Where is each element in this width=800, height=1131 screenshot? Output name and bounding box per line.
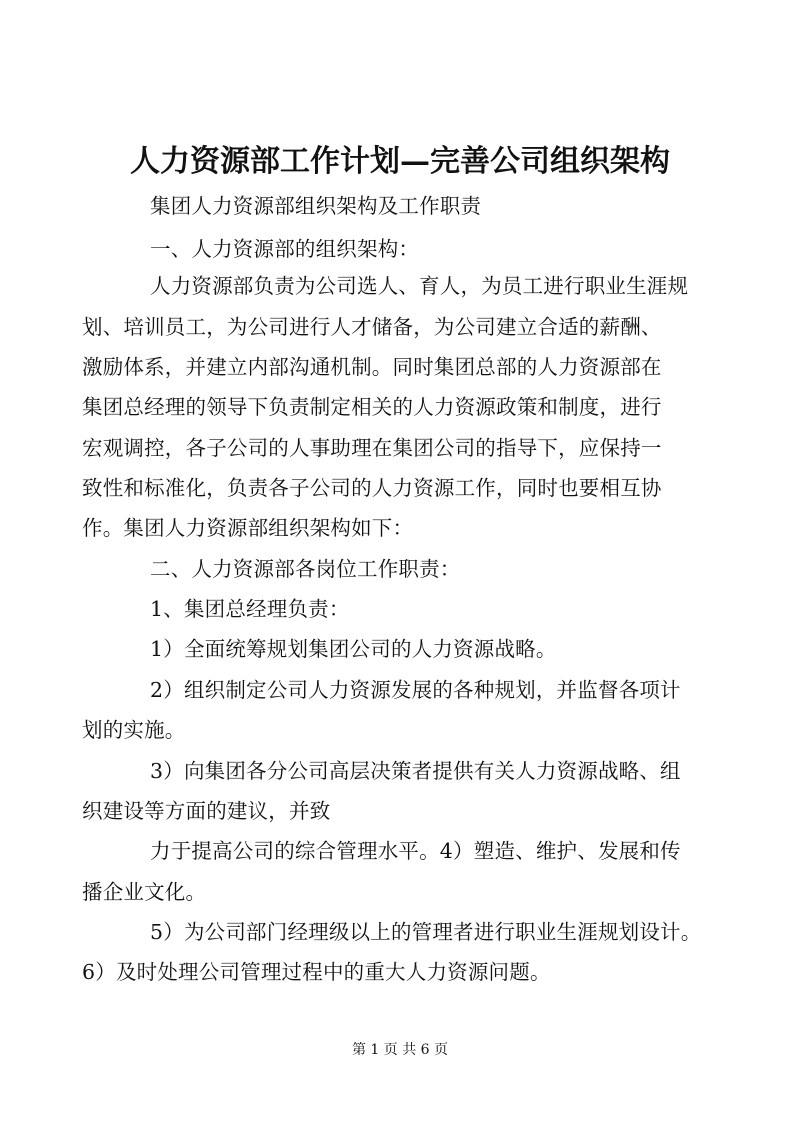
- paragraph-line: 1、集团总经理负责：: [150, 597, 350, 621]
- paragraph-line: 人力资源部负责为公司选人、育人，为员工进行职业生涯规: [150, 274, 689, 298]
- paragraph-line: 织建设等方面的建议，并致: [82, 799, 331, 823]
- paragraph-line: 划的实施。: [82, 718, 186, 742]
- document-title: 人力资源部工作计划—完善公司组织架构: [130, 144, 670, 179]
- paragraph-line: 力于提高公司的综合管理水平。4）塑造、维护、发展和传: [150, 839, 681, 863]
- paragraph-line: 集团人力资源部组织架构及工作职责: [150, 194, 482, 218]
- paragraph-line: 宏观调控，各子公司的人事助理在集团公司的指导下，应保持一: [82, 436, 662, 460]
- paragraph-line: 5）为公司部门经理级以上的管理者进行职业生涯规划设计。: [150, 920, 702, 944]
- paragraph-line: 划、培训员工，为公司进行人才储备，为公司建立合适的薪酬、: [82, 315, 662, 339]
- paragraph-line: 作。集团人力资源部组织架构如下：: [82, 516, 414, 540]
- page-number: 第 1 页 共 6 页: [351, 1042, 449, 1058]
- paragraph-line: 3）向集团各分公司高层决策者提供有关人力资源战略、组: [150, 759, 681, 783]
- paragraph-line: 1）全面统筹规划集团公司的人力资源战略。: [150, 637, 557, 661]
- paragraph-line: 一、人力资源部的组织架构：: [150, 237, 420, 261]
- paragraph-line: 集团总经理的领导下负责制定相关的人力资源政策和制度，进行: [82, 395, 662, 419]
- paragraph-line: 播企业文化。: [82, 880, 207, 904]
- paragraph-line: 致性和标准化，负责各子公司的人力资源工作，同时也要相互协: [82, 476, 662, 500]
- paragraph-line: 二、人力资源部各岗位工作职责：: [150, 557, 461, 581]
- paragraph-line: 6）及时处理公司管理过程中的重大人力资源问题。: [82, 960, 551, 984]
- paragraph-line: 2）组织制定公司人力资源发展的各种规划，并监督各项计: [150, 678, 681, 702]
- paragraph-line: 激励体系，并建立内部沟通机制。同时集团总部的人力资源部在: [82, 355, 662, 379]
